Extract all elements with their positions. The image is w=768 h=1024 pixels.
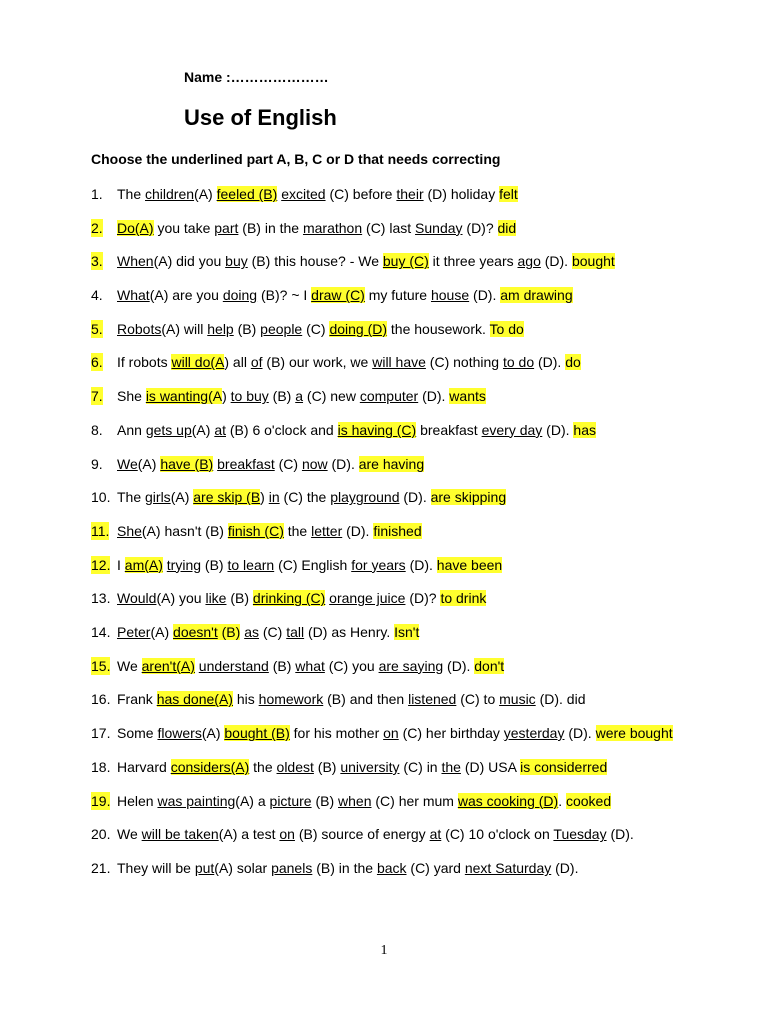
underlined-option: help — [207, 320, 234, 337]
underlined-option: tall — [286, 623, 305, 640]
item-number: 18. — [91, 759, 111, 775]
highlighted-text: draw (C) — [311, 287, 365, 304]
underlined-option: people — [260, 320, 303, 337]
highlighted-text: am(A) — [124, 556, 163, 573]
highlighted-text: were bought — [595, 725, 673, 741]
underlined-option: When — [117, 253, 154, 270]
underlined-option: house — [430, 287, 470, 304]
sentence-text: (D). — [399, 489, 431, 506]
exercise-item — [91, 219, 731, 237]
sentence-text: (C) her mum — [371, 792, 458, 809]
sentence-text: The — [117, 489, 146, 506]
sentence-text: (C) her birthday — [398, 725, 504, 741]
sentence-text: ) — [222, 388, 231, 405]
item-number: 6. — [91, 354, 103, 371]
underlined-option: letter — [311, 522, 343, 539]
underlined-option: computer — [359, 388, 419, 405]
sentence-text: If robots — [117, 354, 172, 371]
sentence-text: (C) 10 o'clock on — [441, 826, 554, 843]
underlined-option: next Saturday — [464, 860, 552, 877]
exercise-item — [91, 792, 731, 810]
underlined-option: flowers — [157, 725, 202, 741]
underlined-option: panels — [271, 860, 313, 877]
item-number: 16. — [91, 691, 111, 708]
sentence-text: (B) and then — [323, 691, 409, 708]
instruction-text: Choose the underlined part A, B, C or D that needs correcting — [91, 151, 501, 167]
underlined-option: like — [205, 590, 227, 607]
highlighted-text: finished — [373, 522, 422, 539]
sentence-text: (A) — [201, 725, 225, 741]
exercise-item — [91, 859, 731, 877]
underlined-option: as — [244, 623, 259, 640]
underlined-option: picture — [269, 792, 312, 809]
sentence-text: (C) — [274, 455, 302, 472]
sentence-text: (A) a — [235, 792, 270, 809]
highlighted-text: are skip (B — [193, 489, 261, 506]
sentence-text: it three years — [428, 253, 518, 270]
sentence-text: Helen — [117, 792, 158, 809]
page-number: 1 — [380, 943, 388, 958]
exercise-item — [91, 690, 731, 708]
sentence-text: (B) our work, we — [262, 354, 373, 371]
item-number: 19. — [91, 792, 111, 809]
exercise-item — [91, 353, 731, 371]
exercise-item — [91, 589, 731, 607]
sentence-text: (D) holiday — [423, 186, 500, 202]
exercise-item — [91, 724, 731, 742]
item-number: 20. — [91, 826, 111, 843]
sentence-text: (D). — [405, 556, 437, 573]
sentence-text: (A) will — [161, 320, 208, 337]
sentence-text: (D). — [469, 287, 501, 304]
underlined-option: are saying — [378, 657, 444, 674]
underlined-option: on — [279, 826, 295, 843]
exercise-item — [91, 421, 731, 439]
sentence-text: Some — [117, 725, 158, 741]
exercise-item — [91, 488, 731, 506]
exercise-item — [91, 185, 731, 203]
highlighted-text: is wanting — [145, 388, 209, 405]
highlighted-text: are skipping — [430, 489, 507, 506]
sentence-text: (B)? ~ I — [257, 287, 312, 304]
exercise-item — [91, 758, 731, 776]
sentence-text: (D). — [342, 522, 374, 539]
sentence-text: Ann — [117, 421, 146, 438]
sentence-text: (D). — [540, 253, 572, 270]
highlighted-text: doesn't — [173, 623, 218, 640]
underlined-option: the — [441, 759, 461, 775]
highlighted-text: Isn't — [394, 623, 420, 640]
sentence-text: (C) — [302, 320, 330, 337]
item-number: 21. — [91, 860, 111, 877]
sentence-text: (C) nothing — [425, 354, 503, 371]
item-number: 10. — [91, 489, 111, 506]
underlined-option: orange juice — [329, 590, 406, 607]
sentence-text: (A) you — [156, 590, 206, 607]
underlined-option: children — [145, 186, 195, 202]
sentence-text: (D) USA — [460, 759, 521, 775]
sentence-text: (C) you — [324, 657, 379, 674]
item-number: 11. — [91, 522, 110, 539]
highlighted-text: did — [497, 219, 517, 236]
sentence-text: (B) — [268, 657, 296, 674]
underlined-option: gets up — [145, 421, 192, 438]
sentence-text: We — [117, 657, 142, 674]
sentence-text: the — [283, 522, 312, 539]
underlined-option: trying — [166, 556, 202, 573]
item-number: 13. — [91, 590, 111, 607]
underlined-option: marathon — [302, 219, 363, 236]
highlighted-text: considers(A) — [170, 759, 250, 775]
exercise-item — [91, 556, 731, 574]
sentence-text: (C) new — [303, 388, 360, 405]
sentence-text: (D). did — [535, 691, 586, 708]
highlighted-text: drinking (C) — [252, 590, 326, 607]
sentence-text: (D) as Henry. — [304, 623, 395, 640]
underlined-option: to learn — [227, 556, 275, 573]
highlighted-text: (A — [208, 388, 223, 405]
item-number: 5. — [91, 320, 103, 337]
underlined-option: what — [295, 657, 325, 674]
sentence-text: (C) English — [274, 556, 352, 573]
sentence-text: The — [117, 186, 146, 202]
underlined-option: part — [214, 219, 239, 236]
underlined-option: to do — [502, 354, 535, 371]
sentence-text: (B) — [268, 388, 296, 405]
sentence-text: (D). — [418, 388, 450, 405]
sentence-text: (B) — [311, 792, 339, 809]
underlined-option: Tuesday — [553, 826, 607, 843]
highlighted-text: is considerred — [520, 759, 608, 775]
sentence-text: . — [558, 792, 566, 809]
sentence-text: Frank — [117, 691, 157, 708]
underlined-option: put — [194, 860, 215, 877]
sentence-text: (B) in the — [312, 860, 377, 877]
highlighted-text: has — [573, 421, 596, 438]
item-number: 1. — [91, 186, 103, 202]
underlined-option: girls — [145, 489, 171, 506]
underlined-option: was painting — [157, 792, 236, 809]
sentence-text: (A) solar — [214, 860, 272, 877]
underlined-option: back — [376, 860, 407, 877]
item-number: 15. — [91, 657, 111, 674]
sentence-text: breakfast — [416, 421, 482, 438]
sentence-text: ) — [260, 489, 269, 506]
sentence-text: (D). — [327, 455, 359, 472]
highlighted-text: felt — [499, 186, 518, 202]
underlined-option: will be taken — [141, 826, 219, 843]
item-number: 4. — [91, 287, 103, 304]
highlighted-text: to drink — [440, 590, 487, 607]
underlined-option: oldest — [276, 759, 314, 775]
sentence-text: (D). — [606, 826, 634, 843]
sentence-text: They will be — [117, 860, 195, 877]
sentence-text: (D)? — [405, 590, 441, 607]
underlined-option: university — [340, 759, 400, 775]
exercise-item — [91, 825, 731, 843]
sentence-text: (B) — [201, 556, 228, 573]
item-number: 14. — [91, 623, 111, 640]
underlined-option: homework — [258, 691, 324, 708]
exercise-list — [91, 185, 731, 893]
sentence-text: (C) in — [399, 759, 442, 775]
highlighted-text: cooked — [565, 792, 612, 809]
sentence-text: (B) — [226, 590, 253, 607]
item-number: 8. — [91, 421, 103, 438]
sentence-text: (A) hasn't (B) — [141, 522, 228, 539]
sentence-text: (B) — [313, 759, 341, 775]
sentence-text: I — [117, 556, 125, 573]
exercise-item — [91, 522, 731, 540]
sentence-text: (A) — [191, 421, 215, 438]
exercise-item — [91, 387, 731, 405]
sentence-text: Harvard — [117, 759, 171, 775]
highlighted-text: will do(A — [171, 354, 225, 371]
sentence-text: ) all — [224, 354, 251, 371]
underlined-option: when — [338, 792, 372, 809]
highlighted-text: bought (B) — [224, 725, 290, 741]
underlined-option: yesterday — [503, 725, 565, 741]
sentence-text: (C) to — [456, 691, 500, 708]
underlined-option: Robots — [117, 320, 162, 337]
highlighted-text: To do — [489, 320, 524, 337]
sentence-text: (C) the — [279, 489, 331, 506]
sentence-text: (D). — [534, 354, 566, 371]
sentence-text: (A) — [137, 455, 161, 472]
sentence-text: his — [232, 691, 259, 708]
underlined-option: breakfast — [217, 455, 275, 472]
sentence-text: (A) — [194, 186, 217, 202]
underlined-option: at — [429, 826, 442, 843]
highlighted-text: is having (C) — [337, 421, 417, 438]
highlighted-text: aren't(A) — [141, 657, 195, 674]
sentence-text: (B) in the — [238, 219, 303, 236]
underlined-option: buy — [225, 253, 248, 270]
underlined-option: Sunday — [415, 219, 463, 236]
highlighted-text: don't — [474, 657, 505, 674]
highlighted-text: do — [565, 354, 581, 371]
item-number: 2. — [91, 219, 103, 236]
exercise-item — [91, 252, 731, 270]
underlined-option: ago — [517, 253, 541, 270]
underlined-option: We — [117, 455, 138, 472]
item-number: 12. — [91, 556, 111, 573]
highlighted-text: has done(A) — [156, 691, 233, 708]
item-number: 3. — [91, 253, 103, 270]
underlined-option: Would — [117, 590, 157, 607]
sentence-text: (A) are you — [149, 287, 223, 304]
highlighted-text: Do(A) — [117, 219, 154, 236]
sentence-text: (B) — [233, 320, 261, 337]
sentence-text: my future — [364, 287, 431, 304]
sentence-text: (C) before — [325, 186, 397, 202]
sentence-text: (D). — [443, 657, 475, 674]
exercise-item — [91, 455, 731, 473]
sentence-text: the — [249, 759, 277, 775]
sentence-text: (B) 6 o'clock and — [226, 421, 338, 438]
sentence-text: (C) last — [362, 219, 416, 236]
underlined-option: their — [396, 186, 424, 202]
underlined-option: of — [250, 354, 263, 371]
highlighted-text: have (B) — [160, 455, 214, 472]
item-number: 17. — [91, 725, 111, 741]
exercise-item — [91, 320, 731, 338]
underlined-option: a — [295, 388, 304, 405]
sentence-text: (A) a test — [218, 826, 280, 843]
highlighted-text: are having — [358, 455, 425, 472]
exercise-item — [91, 286, 731, 304]
underlined-option: on — [383, 725, 399, 741]
sentence-text: for his mother — [289, 725, 384, 741]
highlighted-text: (B) — [217, 623, 241, 640]
highlighted-text: was cooking (D) — [457, 792, 559, 809]
sentence-text: you take — [153, 219, 215, 236]
underlined-option: excited — [281, 186, 326, 202]
underlined-option: at — [214, 421, 226, 438]
sentence-text: We — [117, 826, 142, 843]
exercise-item — [91, 623, 731, 641]
sentence-text: (A) — [170, 489, 194, 506]
sentence-text: (D). — [564, 725, 596, 741]
underlined-option: every day — [481, 421, 543, 438]
underlined-option: playground — [330, 489, 400, 506]
sentence-text: (B) this house? - We — [247, 253, 383, 270]
item-number: 7. — [91, 388, 103, 405]
item-number: 9. — [91, 455, 103, 472]
sentence-text: (C) — [259, 623, 287, 640]
underlined-option: music — [499, 691, 536, 708]
highlighted-text: buy (C) — [382, 253, 429, 270]
sentence-text: the housework. — [387, 320, 490, 337]
sentence-text: (D). — [551, 860, 579, 877]
exercise-item — [91, 657, 731, 675]
underlined-option: doing — [222, 287, 258, 304]
underlined-option: She — [117, 522, 142, 539]
underlined-option: Peter — [117, 623, 151, 640]
underlined-option: listened — [408, 691, 457, 708]
highlighted-text: am drawing — [500, 287, 573, 304]
sentence-text: She — [117, 388, 146, 405]
underlined-option: for years — [351, 556, 406, 573]
underlined-option: understand — [198, 657, 269, 674]
underlined-option: will have — [372, 354, 426, 371]
sentence-text: (B) source of energy — [294, 826, 430, 843]
page-title: Use of English — [184, 105, 337, 130]
highlighted-text: wants — [449, 388, 486, 405]
highlighted-text: doing (D) — [329, 320, 388, 337]
sentence-text: (A) did you — [153, 253, 226, 270]
highlighted-text: finish (C) — [227, 522, 284, 539]
highlighted-text: bought — [571, 253, 615, 270]
underlined-option: in — [268, 489, 280, 506]
highlighted-text: feeled (B) — [216, 186, 278, 202]
sentence-text: (D)? — [462, 219, 498, 236]
sentence-text: (A) — [150, 623, 174, 640]
underlined-option: What — [117, 287, 150, 304]
name-line: Name :………………… — [184, 69, 329, 85]
highlighted-text: have been — [436, 556, 503, 573]
underlined-option: to buy — [230, 388, 269, 405]
sentence-text: (D). — [542, 421, 574, 438]
sentence-text: (C) yard — [406, 860, 465, 877]
underlined-option: now — [301, 455, 328, 472]
